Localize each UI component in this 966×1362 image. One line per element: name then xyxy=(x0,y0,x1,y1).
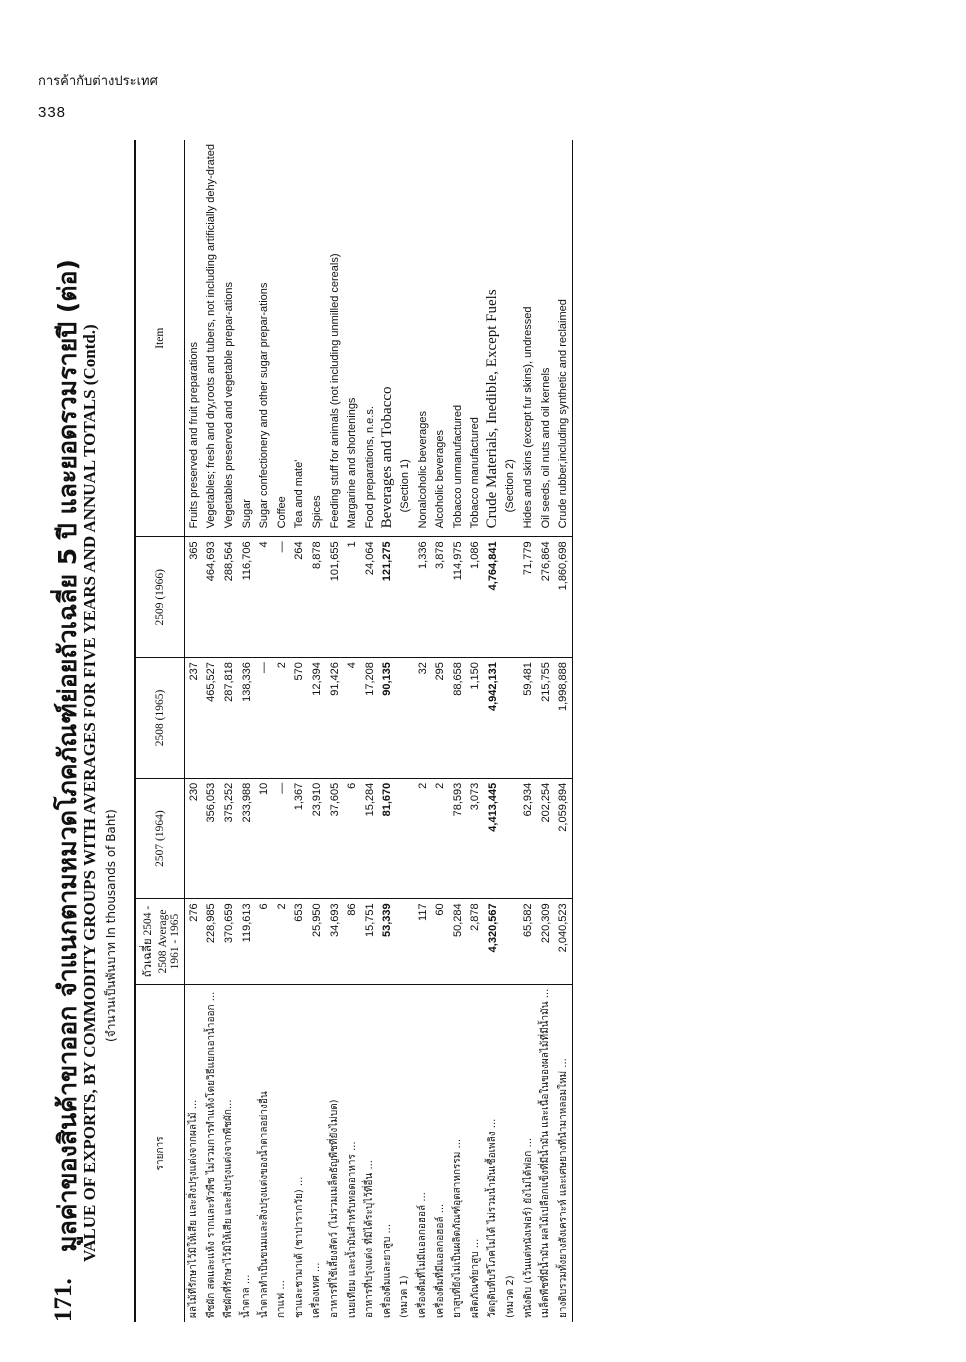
row-2507: 2 xyxy=(414,778,432,899)
row-2509: 114,975 xyxy=(449,537,467,658)
row-2508: 17,208 xyxy=(361,658,379,779)
row-thai-label: ยางดิบรวมทั้งยางสังเคราะห์ และเศษยางที่นำมาหลอมใหม่ ... xyxy=(554,984,572,1322)
row-2508: 12,394 xyxy=(308,658,326,779)
row-average: 119,613 xyxy=(238,899,256,984)
row-item-label: (Section 2) xyxy=(502,140,520,537)
row-2509: 1 xyxy=(343,537,361,658)
row-thai-label: (หมวด 1) xyxy=(396,984,414,1322)
row-2507: 375,252 xyxy=(220,778,238,899)
row-2508: 32 xyxy=(414,658,432,779)
row-item-label: Vegetables; fresh and dry,roots and tubers, not including artificially dehy-drated xyxy=(203,140,221,537)
row-average: 6 xyxy=(255,899,273,984)
exports-table xyxy=(134,140,573,1322)
table-row xyxy=(484,140,502,1322)
row-2509: 4,764,841 xyxy=(484,537,502,658)
row-2507: 10 xyxy=(255,778,273,899)
row-item-label: Vegetables preserved and vegetable prepar-ations xyxy=(220,140,238,537)
row-2507: 3,073 xyxy=(467,778,485,899)
row-2509: 4 xyxy=(255,537,273,658)
table-row xyxy=(502,140,520,1322)
row-thai-label: เครื่องดื่มและยาสูบ ... xyxy=(379,984,397,1322)
table-body xyxy=(185,140,573,1322)
row-thai-label: เครื่องดื่มที่มีแอลกอฮอล์ ... xyxy=(431,984,449,1322)
row-average: 86 xyxy=(343,899,361,984)
row-average: 25,950 xyxy=(308,899,326,984)
row-item-label: Fruits preserved and fruit preparations xyxy=(185,140,203,537)
row-2509: 101,655 xyxy=(326,537,344,658)
table-row xyxy=(537,140,555,1322)
row-2508: 465,527 xyxy=(203,658,221,779)
row-item-label: Crude Materials, Inedible, Except Fuels xyxy=(484,140,502,537)
row-2507: 2,059,894 xyxy=(554,778,572,899)
row-thai-label: (หมวด 2) xyxy=(502,984,520,1322)
row-thai-label: กาแฟ ... xyxy=(273,984,291,1322)
row-average: 276 xyxy=(185,899,203,984)
row-2509 xyxy=(396,537,414,658)
col-item: Item xyxy=(135,140,185,537)
row-2508: 237 xyxy=(185,658,203,779)
row-item-label: Nonalcoholic beverages xyxy=(414,140,432,537)
row-average: 53,339 xyxy=(379,899,397,984)
row-2507: 62,934 xyxy=(519,778,537,899)
row-2509: 1,086 xyxy=(467,537,485,658)
row-2509: 116,706 xyxy=(238,537,256,658)
row-2507: 356,053 xyxy=(203,778,221,899)
row-2507: 230 xyxy=(185,778,203,899)
row-2508 xyxy=(396,658,414,779)
row-thai-label: หนังดิบ (เว้นแต่หนังเฟอร์) ยังไม่ได้ฟอก ... xyxy=(519,984,537,1322)
row-thai-label: น้ำตาล ... xyxy=(238,984,256,1322)
row-2509: 365 xyxy=(185,537,203,658)
table-title-english: VALUE OF EXPORTS, BY COMMODITY GROUPS WITH AVERAGES FOR FIVE YEARS AND ANNUAL TOTALS (Contd.) xyxy=(80,324,99,1262)
table-row xyxy=(449,140,467,1322)
row-2508: 287,818 xyxy=(220,658,238,779)
row-item-label: Food preparations, n.e.s. xyxy=(361,140,379,537)
col-2508: 2508 (1965) xyxy=(135,658,185,779)
row-item-label: Hides and skins (except fur skins), undressed xyxy=(519,140,537,537)
table-title-thai: มูลค่าของสินค้าขาออก จำแนกตามหมวดโภคภัณฑ์ย่อยถัวเฉลี่ย 5 ปี และยอดรวมรายปี (ต่อ) xyxy=(53,259,82,1252)
row-thai-label: เนยเทียม และน้ำมันสำหรับทอดอาหาร ... xyxy=(343,984,361,1322)
row-average: 50,284 xyxy=(449,899,467,984)
row-2507: 15,284 xyxy=(361,778,379,899)
row-average: 653 xyxy=(291,899,309,984)
row-thai-label: พืชผัก สดและแห้ง รากและหัวพืช ไม่รวมการทำแห้งโดยวิธีแยกเอาน้ำออก ... xyxy=(203,984,221,1322)
table-row xyxy=(467,140,485,1322)
table-row xyxy=(343,140,361,1322)
row-2507: 4,413,445 xyxy=(484,778,502,899)
row-item-label: Tobacco unmanufactured xyxy=(449,140,467,537)
row-average: 4,320,567 xyxy=(484,899,502,984)
row-average: 15,751 xyxy=(361,899,379,984)
row-item-label: Margarine and shortenings xyxy=(343,140,361,537)
table-row xyxy=(203,140,221,1322)
table-number: 171. xyxy=(50,1278,77,1322)
col-average: ถัวเฉลี่ย 2504 - 2508 Average 1961 - 1965 xyxy=(135,899,185,984)
table-row xyxy=(185,140,203,1322)
row-thai-label: ผลไม้ที่รักษาไว้มิให้เสีย และสิ่งปรุงแต่งจากผลไม้ ... xyxy=(185,984,203,1322)
row-item-label: Sugar confectionery and other sugar prepar-ations xyxy=(255,140,273,537)
row-average: 220,309 xyxy=(537,899,555,984)
row-2507 xyxy=(396,778,414,899)
row-2508: 138,336 xyxy=(238,658,256,779)
row-2507: 37,605 xyxy=(326,778,344,899)
row-2508: 570 xyxy=(291,658,309,779)
row-average: 34,693 xyxy=(326,899,344,984)
row-thai-label: เครื่องดื่มที่ไม่มีแอลกอฮอล์ ... xyxy=(414,984,432,1322)
row-item-label: Coffee xyxy=(273,140,291,537)
table-row xyxy=(414,140,432,1322)
table-row xyxy=(326,140,344,1322)
row-item-label: Oil seeds, oil nuts and oil kernels xyxy=(537,140,555,537)
row-average: 60 xyxy=(431,899,449,984)
row-thai-label: น้ำตาลทำเป็นขนมและสิ่งปรุงแต่งของน้ำตาลอย่างอื่น xyxy=(255,984,273,1322)
row-2508: 59,481 xyxy=(519,658,537,779)
row-item-label: Tea and mate' xyxy=(291,140,309,537)
row-2507: 81,670 xyxy=(379,778,397,899)
row-2507: 202,254 xyxy=(537,778,555,899)
row-2508: 4 xyxy=(343,658,361,779)
row-2509: 1,860,698 xyxy=(554,537,572,658)
row-item-label: Beverages and Tobacco xyxy=(379,140,397,537)
row-2508: — xyxy=(255,658,273,779)
col-2507: 2507 (1964) xyxy=(135,778,185,899)
row-average: 2,878 xyxy=(467,899,485,984)
row-2507: — xyxy=(273,778,291,899)
row-item-label: Sugar xyxy=(238,140,256,537)
table-row xyxy=(220,140,238,1322)
row-thai-label: เมล็ดพืชที่มีน้ำมัน ผลไม้เปลือกแข็งที่มีน้ำมัน และเนื้อในของผลไม้ที่มีน้ำมัน ... xyxy=(537,984,555,1322)
running-header: การค้ากับต่างประเทศ xyxy=(38,74,158,89)
table-row xyxy=(554,140,572,1322)
row-average xyxy=(502,899,520,984)
row-2509: 24,064 xyxy=(361,537,379,658)
row-average: 2,040,523 xyxy=(554,899,572,984)
col-2509: 2509 (1966) xyxy=(135,537,185,658)
row-thai-label: วัตถุดิบที่บริโภคไม่ได้ ไม่รวมน้ำมันเชื้อเพลิง ... xyxy=(484,984,502,1322)
row-2507: 1,367 xyxy=(291,778,309,899)
row-item-label: Alcoholic beverages xyxy=(431,140,449,537)
row-2509: 288,564 xyxy=(220,537,238,658)
row-average: 370,659 xyxy=(220,899,238,984)
row-2509: 121,275 xyxy=(379,537,397,658)
row-2509 xyxy=(502,537,520,658)
row-2508: 4,942,131 xyxy=(484,658,502,779)
row-thai-label: พืชผักที่รักษาไว้มิให้เสีย และสิ่งปรุงแต่งจากพืชผัก... xyxy=(220,984,238,1322)
row-2509: 8,878 xyxy=(308,537,326,658)
row-thai-label: ยาสูบที่ยังไม่เป็นผลิตภัณฑ์อุตสาหกรรม ... xyxy=(449,984,467,1322)
row-2509: 276,864 xyxy=(537,537,555,658)
table-row xyxy=(519,140,537,1322)
row-2508: 90,135 xyxy=(379,658,397,779)
table-row xyxy=(396,140,414,1322)
row-2508: 91,426 xyxy=(326,658,344,779)
row-2509: — xyxy=(273,537,291,658)
col-thai-item: รายการ xyxy=(135,984,185,1322)
row-2507: 233,988 xyxy=(238,778,256,899)
table-row xyxy=(308,140,326,1322)
row-average xyxy=(396,899,414,984)
row-thai-label: ผลิตภัณฑ์ยาสูบ ... xyxy=(467,984,485,1322)
rotated-table-page xyxy=(50,140,930,1322)
page-number: 338 xyxy=(38,104,67,121)
row-2507: 6 xyxy=(343,778,361,899)
row-item-label: Crude rubber,including synthetic and reclaimed xyxy=(554,140,572,537)
row-thai-label: ชาและชามาเต้ (ชาปารากวัย) ... xyxy=(291,984,309,1322)
row-2508: 1,150 xyxy=(467,658,485,779)
table-row xyxy=(431,140,449,1322)
row-item-label: (Section 1) xyxy=(396,140,414,537)
row-2507: 78,593 xyxy=(449,778,467,899)
row-2508: 1,998,888 xyxy=(554,658,572,779)
table-row xyxy=(291,140,309,1322)
row-average: 117 xyxy=(414,899,432,984)
row-2508 xyxy=(502,658,520,779)
row-2509: 1,336 xyxy=(414,537,432,658)
row-2509: 264 xyxy=(291,537,309,658)
row-2508: 215,755 xyxy=(537,658,555,779)
row-thai-label: อาหารที่ปรุงแต่ง ที่มิได้ระบุไว้ที่อื่น ... xyxy=(361,984,379,1322)
unit-note: (จำนวนเป็นพันบาท In thousands of Baht) xyxy=(104,809,118,1042)
row-2507: 2 xyxy=(431,778,449,899)
row-thai-label: เครื่องเทศ ... xyxy=(308,984,326,1322)
table-row xyxy=(255,140,273,1322)
row-average: 65,582 xyxy=(519,899,537,984)
row-2509: 71,779 xyxy=(519,537,537,658)
row-2507: 23,910 xyxy=(308,778,326,899)
row-2509: 3,878 xyxy=(431,537,449,658)
row-thai-label: อาหารที่ใช้เลี้ยงสัตว์ (ไม่รวมเมล็ดธัญพืชที่ยังไม่บด) xyxy=(326,984,344,1322)
row-item-label: Tobacco manufactured xyxy=(467,140,485,537)
row-average: 228,985 xyxy=(203,899,221,984)
row-2508: 2 xyxy=(273,658,291,779)
row-2509: 464,693 xyxy=(203,537,221,658)
table-row xyxy=(273,140,291,1322)
row-2508: 295 xyxy=(431,658,449,779)
row-2507 xyxy=(502,778,520,899)
row-item-label: Spices xyxy=(308,140,326,537)
row-2508: 88,658 xyxy=(449,658,467,779)
table-row xyxy=(361,140,379,1322)
table-row xyxy=(379,140,397,1322)
row-item-label: Feeding stuff for animals (not including unmilled cereals) xyxy=(326,140,344,537)
table-row xyxy=(238,140,256,1322)
row-average: 2 xyxy=(273,899,291,984)
